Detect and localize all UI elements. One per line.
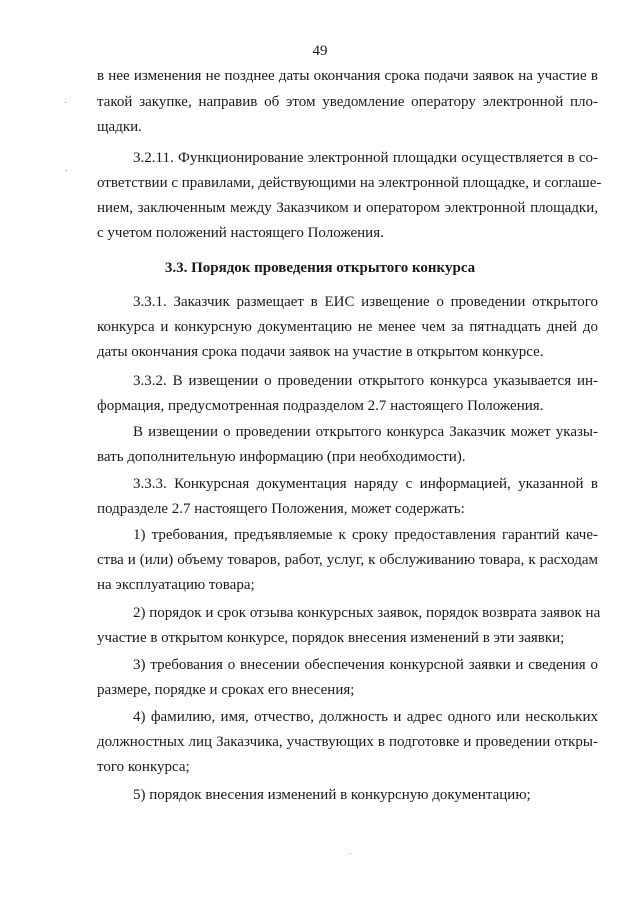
text-line: в нее изменения не позднее даты окончания срока подачи заявок на участие в	[97, 68, 598, 84]
page-number: 49	[312, 43, 328, 59]
text-line: 2) порядок и срок отзыва конкурсных заявок, порядок возврата заявок на	[133, 605, 601, 621]
section-heading: 3.3. Порядок проведения открытого конкурса	[164, 260, 476, 276]
scan-speck	[66, 170, 67, 171]
text-line: ства и (или) объему товаров, работ, услуг, к обслуживанию товара, к расходам	[97, 552, 598, 568]
text-line: участие в открытом конкурсе, порядок внесения изменений в эти заявки;	[97, 630, 565, 646]
scan-speck	[350, 853, 351, 854]
text-line: такой закупке, направив об этом уведомление оператору электронной пло-	[97, 94, 598, 110]
text-line: вать дополнительную информацию (при необходимости).	[97, 449, 466, 465]
text-line: 3.3.1. Заказчик размещает в ЕИС извещение о проведении открытого	[133, 294, 598, 310]
text-line: того конкурса;	[97, 759, 190, 775]
text-line: даты окончания срока подачи заявок на участие в открытом конкурсе.	[97, 344, 544, 360]
text-line: подразделе 2.7 настоящего Положения, может содержать:	[97, 501, 465, 517]
text-line: 3) требования о внесении обеспечения конкурсной заявки и сведения о	[133, 657, 598, 673]
text-line: В извещении о проведении открытого конкурса Заказчик может указы-	[133, 424, 598, 440]
text-line: 5) порядок внесения изменений в конкурсную документацию;	[133, 787, 531, 803]
text-line: 3.3.3. Конкурсная документация наряду с информацией, указанной в	[133, 476, 598, 492]
text-line: с учетом положений настоящего Положения.	[97, 225, 384, 241]
text-line: размере, порядке и сроках его внесения;	[97, 682, 355, 698]
text-line: конкурса и конкурсную документацию не менее чем за пятнадцать дней до	[97, 319, 598, 335]
text-line: 3.3.2. В извещении о проведении открытого конкурса указывается ин-	[133, 373, 598, 389]
text-line: на эксплуатацию товара;	[97, 577, 255, 593]
text-line: 1) требования, предъявляемые к сроку предоставления гарантий каче-	[133, 527, 598, 543]
text-line: формация, предусмотренная подразделом 2.7 настоящего Положения.	[97, 398, 544, 414]
text-line: 3.2.11. Функционирование электронной площадки осуществляется в со-	[133, 150, 598, 166]
text-line: нием, заключенным между Заказчиком и оператором электронной площадки,	[97, 200, 598, 216]
text-line: 4) фамилию, имя, отчество, должность и адрес одного или нескольких	[133, 709, 598, 725]
scan-speck	[65, 102, 66, 103]
text-line: ответствии с правилами, действующими на электронной площадке, и соглаше-	[97, 175, 602, 191]
text-line: щадки.	[97, 119, 142, 135]
text-line: должностных лиц Заказчика, участвующих в подготовке и проведении откры-	[97, 734, 598, 750]
